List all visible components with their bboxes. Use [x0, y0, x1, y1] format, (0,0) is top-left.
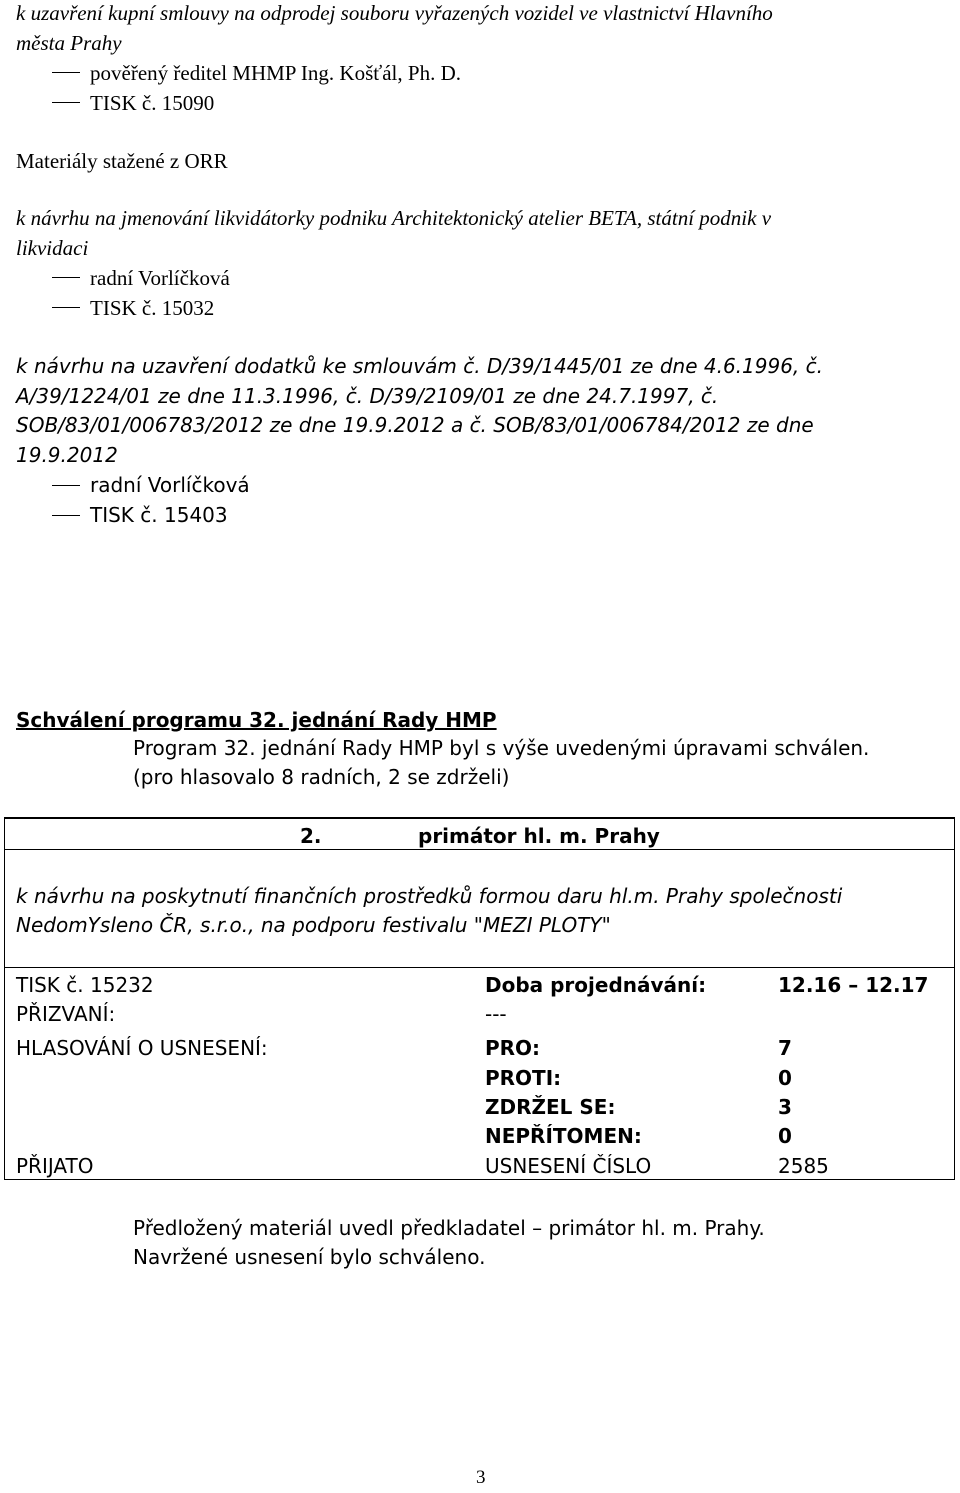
dash-bullet	[52, 72, 80, 73]
section2-title-line1: k návrhu na jmenování likvidátorky podniku Architektonický atelier BETA, státní podnik v	[16, 206, 772, 230]
approval-heading: Schválení programu 32. jednání Rady HMP	[16, 708, 497, 732]
item-presenter: primátor hl. m. Prahy	[418, 824, 660, 848]
vote-label-proti: PROTI:	[485, 1066, 562, 1090]
prizvani-label: PŘIZVANÍ:	[16, 1002, 116, 1026]
section2-tisk: TISK č. 15032	[90, 296, 215, 320]
usneseni-label: USNESENÍ ČÍSLO	[485, 1154, 652, 1178]
vote-value-proti: 0	[778, 1066, 792, 1090]
section1-title-line1: k uzavření kupní smlouvy na odprodej souboru vyřazených vozidel ve vlastnictví Hlavního	[16, 1, 773, 25]
section1-presenter: pověřený ředitel MHMP Ing. Košťál, Ph. D.	[90, 61, 461, 85]
footer-note-line1: Předložený materiál uvedl předkladatel – primátor hl. m. Prahy.	[133, 1216, 765, 1240]
footer-note-line2: Navržené usnesení bylo schváleno.	[133, 1245, 486, 1269]
result-label: PŘIJATO	[16, 1154, 94, 1178]
approval-line2: (pro hlasovalo 8 radních, 2 se zdrželi)	[133, 765, 510, 789]
section2-presenter: radní Vorlíčková	[90, 266, 230, 290]
divider	[4, 967, 955, 968]
approval-line1: Program 32. jednání Rady HMP byl s výše uvedenými úpravami schválen.	[133, 736, 870, 760]
item-title-line2: NedomYsleno ČR, s.r.o., na podporu festivalu "MEZI PLOTY"	[16, 913, 611, 937]
section1-title-line2: města Prahy	[16, 31, 122, 55]
vote-value-nepritomen: 0	[778, 1124, 792, 1148]
item-number: 2.	[300, 824, 322, 848]
doba-label: Doba projednávání:	[485, 973, 707, 997]
page-number: 3	[476, 1467, 486, 1488]
dash-bullet	[52, 102, 80, 103]
dash-bullet	[52, 277, 80, 278]
withdrawn-heading: Materiály stažené z ORR	[16, 149, 228, 173]
section3-title-line4: 19.9.2012	[16, 443, 118, 467]
doba-value: 12.16 – 12.17	[778, 973, 929, 997]
item-title-line1: k návrhu na poskytnutí finančních prostředků formou daru hl.m. Prahy společnosti	[16, 884, 843, 908]
section1-tisk: TISK č. 15090	[90, 91, 215, 115]
vote-label-nepritomen: NEPŘÍTOMEN:	[485, 1124, 642, 1148]
vote-value-zdrzel: 3	[778, 1095, 792, 1119]
section3-title-line1: k návrhu na uzavření dodatků ke smlouvám č. D/39/1445/01 ze dne 4.6.1996, č.	[16, 354, 824, 378]
vote-label-pro: PRO:	[485, 1036, 541, 1060]
vote-value-pro: 7	[778, 1036, 792, 1060]
dash-bullet	[52, 515, 80, 516]
section3-title-line2: A/39/1224/01 ze dne 11.3.1996, č. D/39/2109/01 ze dne 24.7.1997, č.	[16, 384, 719, 408]
prizvani-value: ---	[485, 1002, 507, 1026]
item-tisk: TISK č. 15232	[16, 973, 154, 997]
dash-bullet	[52, 485, 80, 486]
vote-label-zdrzel: ZDRŽEL SE:	[485, 1095, 616, 1119]
usneseni-value: 2585	[778, 1154, 829, 1178]
section3-presenter: radní Vorlíčková	[90, 473, 250, 497]
section3-tisk: TISK č. 15403	[90, 503, 228, 527]
hlasovani-label: HLASOVÁNÍ O USNESENÍ:	[16, 1036, 268, 1060]
dash-bullet	[52, 307, 80, 308]
section2-title-line2: likvidaci	[16, 236, 89, 260]
section3-title-line3: SOB/83/01/006783/2012 ze dne 19.9.2012 a č. SOB/83/01/006784/2012 ze dne	[16, 413, 814, 437]
